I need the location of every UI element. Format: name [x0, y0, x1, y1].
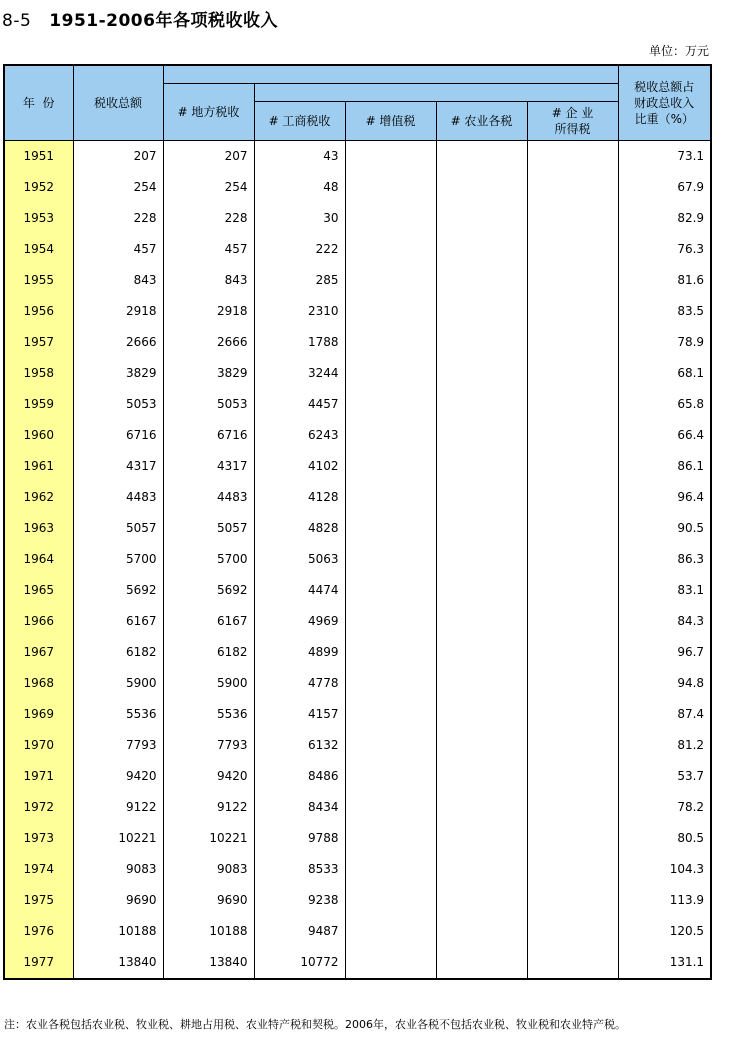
- corp-cell: [527, 234, 618, 265]
- business-cell: 8434: [254, 792, 345, 823]
- total-cell: 5053: [73, 389, 163, 420]
- total-cell: 10221: [73, 823, 163, 854]
- business-cell: 5063: [254, 544, 345, 575]
- corp-cell: [527, 730, 618, 761]
- agri-cell: [436, 947, 527, 979]
- agri-cell: [436, 327, 527, 358]
- vat-cell: [345, 265, 436, 296]
- year-cell: 1956: [4, 296, 73, 327]
- vat-cell: [345, 761, 436, 792]
- vat-cell: [345, 482, 436, 513]
- corp-cell: [527, 947, 618, 979]
- ratio-cell: 53.7: [618, 761, 711, 792]
- vat-cell: [345, 420, 436, 451]
- agri-cell: [436, 823, 527, 854]
- ratio-cell: 90.5: [618, 513, 711, 544]
- local-cell: 13840: [163, 947, 254, 979]
- total-cell: 254: [73, 172, 163, 203]
- agri-cell: [436, 699, 527, 730]
- total-cell: 7793: [73, 730, 163, 761]
- year-cell: 1966: [4, 606, 73, 637]
- vat-cell: [345, 854, 436, 885]
- vat-cell: [345, 513, 436, 544]
- business-cell: 8486: [254, 761, 345, 792]
- corp-cell: [527, 916, 618, 947]
- business-cell: 6243: [254, 420, 345, 451]
- year-cell: 1968: [4, 668, 73, 699]
- corp-cell: [527, 637, 618, 668]
- agri-cell: [436, 265, 527, 296]
- table-body: [4, 140, 711, 979]
- agri-cell: [436, 606, 527, 637]
- year-cell: 1953: [4, 203, 73, 234]
- header-vat: # 增值税: [345, 101, 436, 140]
- table-row: [4, 358, 711, 389]
- agri-cell: [436, 575, 527, 606]
- table-row: [4, 885, 711, 916]
- agri-cell: [436, 792, 527, 823]
- year-cell: 1967: [4, 637, 73, 668]
- business-cell: 1788: [254, 327, 345, 358]
- ratio-cell: 87.4: [618, 699, 711, 730]
- total-cell: 5692: [73, 575, 163, 606]
- ratio-cell: 80.5: [618, 823, 711, 854]
- unit-label: 单位：万元: [648, 44, 709, 58]
- local-cell: 5053: [163, 389, 254, 420]
- ratio-cell: 104.3: [618, 854, 711, 885]
- page-title: [2, 6, 278, 31]
- vat-cell: [345, 544, 436, 575]
- header-spacer: [163, 65, 618, 83]
- vat-cell: [345, 451, 436, 482]
- ratio-cell: 113.9: [618, 885, 711, 916]
- header-sub-spacer: [254, 83, 618, 101]
- agri-cell: [436, 234, 527, 265]
- table-row: [4, 854, 711, 885]
- business-cell: 9238: [254, 885, 345, 916]
- table-row: [4, 544, 711, 575]
- vat-cell: [345, 916, 436, 947]
- ratio-cell: 96.7: [618, 637, 711, 668]
- total-cell: 5700: [73, 544, 163, 575]
- ratio-cell: 81.6: [618, 265, 711, 296]
- vat-cell: [345, 637, 436, 668]
- agri-cell: [436, 544, 527, 575]
- business-cell: 6132: [254, 730, 345, 761]
- year-cell: 1962: [4, 482, 73, 513]
- year-cell: 1961: [4, 451, 73, 482]
- corp-cell: [527, 823, 618, 854]
- ratio-cell: 78.2: [618, 792, 711, 823]
- agri-cell: [436, 203, 527, 234]
- corp-cell: [527, 172, 618, 203]
- table-row: [4, 296, 711, 327]
- business-cell: 10772: [254, 947, 345, 979]
- ratio-cell: 86.3: [618, 544, 711, 575]
- ratio-cell: 81.2: [618, 730, 711, 761]
- local-cell: 2918: [163, 296, 254, 327]
- business-cell: 4828: [254, 513, 345, 544]
- corp-cell: [527, 513, 618, 544]
- local-cell: 457: [163, 234, 254, 265]
- corp-cell: [527, 792, 618, 823]
- year-cell: 1958: [4, 358, 73, 389]
- corp-cell: [527, 699, 618, 730]
- vat-cell: [345, 730, 436, 761]
- local-cell: 4483: [163, 482, 254, 513]
- local-cell: 9083: [163, 854, 254, 885]
- ratio-cell: 66.4: [618, 420, 711, 451]
- corp-cell: [527, 761, 618, 792]
- year-cell: 1965: [4, 575, 73, 606]
- local-cell: 5900: [163, 668, 254, 699]
- agri-cell: [436, 420, 527, 451]
- vat-cell: [345, 296, 436, 327]
- corp-cell: [527, 203, 618, 234]
- table-row: [4, 172, 711, 203]
- corp-cell: [527, 854, 618, 885]
- vat-cell: [345, 234, 436, 265]
- vat-cell: [345, 947, 436, 979]
- ratio-cell: 82.9: [618, 203, 711, 234]
- table-row: [4, 637, 711, 668]
- agri-cell: [436, 668, 527, 699]
- table-title: 1951-2006年各项税收收入: [49, 11, 278, 31]
- total-cell: 9690: [73, 885, 163, 916]
- ratio-cell: 94.8: [618, 668, 711, 699]
- total-cell: 457: [73, 234, 163, 265]
- year-cell: 1974: [4, 854, 73, 885]
- business-cell: 4457: [254, 389, 345, 420]
- year-cell: 1957: [4, 327, 73, 358]
- corp-cell: [527, 575, 618, 606]
- total-cell: 13840: [73, 947, 163, 979]
- ratio-cell: 76.3: [618, 234, 711, 265]
- year-cell: 1975: [4, 885, 73, 916]
- year-cell: 1959: [4, 389, 73, 420]
- table-row: [4, 575, 711, 606]
- agri-cell: [436, 761, 527, 792]
- local-cell: 5692: [163, 575, 254, 606]
- business-cell: 43: [254, 140, 345, 172]
- vat-cell: [345, 575, 436, 606]
- agri-cell: [436, 172, 527, 203]
- ratio-cell: 68.1: [618, 358, 711, 389]
- year-cell: 1972: [4, 792, 73, 823]
- year-cell: 1952: [4, 172, 73, 203]
- business-cell: 4157: [254, 699, 345, 730]
- ratio-cell: 86.1: [618, 451, 711, 482]
- year-cell: 1955: [4, 265, 73, 296]
- year-cell: 1954: [4, 234, 73, 265]
- local-cell: 9690: [163, 885, 254, 916]
- total-cell: 6167: [73, 606, 163, 637]
- local-cell: 5536: [163, 699, 254, 730]
- total-cell: 843: [73, 265, 163, 296]
- header-business-tax: # 工商税收: [254, 101, 345, 140]
- business-cell: 4899: [254, 637, 345, 668]
- total-cell: 6716: [73, 420, 163, 451]
- ratio-cell: 73.1: [618, 140, 711, 172]
- business-cell: 8533: [254, 854, 345, 885]
- corp-cell: [527, 544, 618, 575]
- table-row: [4, 761, 711, 792]
- corp-cell: [527, 451, 618, 482]
- ratio-cell: 65.8: [618, 389, 711, 420]
- year-cell: 1964: [4, 544, 73, 575]
- ratio-cell: 83.5: [618, 296, 711, 327]
- total-cell: 4317: [73, 451, 163, 482]
- year-cell: 1969: [4, 699, 73, 730]
- agri-cell: [436, 916, 527, 947]
- total-cell: 9420: [73, 761, 163, 792]
- total-cell: 228: [73, 203, 163, 234]
- year-cell: 1951: [4, 140, 73, 172]
- table-row: [4, 482, 711, 513]
- vat-cell: [345, 823, 436, 854]
- ratio-cell: 120.5: [618, 916, 711, 947]
- business-cell: 4102: [254, 451, 345, 482]
- agri-cell: [436, 730, 527, 761]
- corp-cell: [527, 482, 618, 513]
- header-ratio: 税收总额占 财政总收入 比重（%）: [618, 65, 711, 140]
- business-cell: 4969: [254, 606, 345, 637]
- table-row: [4, 792, 711, 823]
- table-number: 8-5: [2, 11, 32, 31]
- local-cell: 5700: [163, 544, 254, 575]
- vat-cell: [345, 327, 436, 358]
- table-row: [4, 234, 711, 265]
- local-cell: 228: [163, 203, 254, 234]
- year-cell: 1971: [4, 761, 73, 792]
- business-cell: 222: [254, 234, 345, 265]
- local-cell: 207: [163, 140, 254, 172]
- vat-cell: [345, 668, 436, 699]
- header-total-tax: 税收总额: [73, 65, 163, 140]
- agri-cell: [436, 296, 527, 327]
- local-cell: 10188: [163, 916, 254, 947]
- total-cell: 6182: [73, 637, 163, 668]
- table-row: [4, 420, 711, 451]
- business-cell: 4128: [254, 482, 345, 513]
- corp-cell: [527, 420, 618, 451]
- corp-cell: [527, 389, 618, 420]
- ratio-cell: 131.1: [618, 947, 711, 979]
- local-cell: 4317: [163, 451, 254, 482]
- table-row: [4, 947, 711, 979]
- agri-cell: [436, 451, 527, 482]
- business-cell: 30: [254, 203, 345, 234]
- table-row: [4, 140, 711, 172]
- vat-cell: [345, 172, 436, 203]
- total-cell: 9122: [73, 792, 163, 823]
- corp-cell: [527, 885, 618, 916]
- corp-cell: [527, 668, 618, 699]
- ratio-cell: 83.1: [618, 575, 711, 606]
- agri-cell: [436, 140, 527, 172]
- total-cell: 207: [73, 140, 163, 172]
- year-cell: 1970: [4, 730, 73, 761]
- year-cell: 1960: [4, 420, 73, 451]
- total-cell: 2918: [73, 296, 163, 327]
- total-cell: 9083: [73, 854, 163, 885]
- table-row: [4, 668, 711, 699]
- table-row: [4, 389, 711, 420]
- header-local-tax: # 地方税收: [163, 83, 254, 140]
- agri-cell: [436, 389, 527, 420]
- local-cell: 254: [163, 172, 254, 203]
- vat-cell: [345, 699, 436, 730]
- vat-cell: [345, 885, 436, 916]
- local-cell: 9420: [163, 761, 254, 792]
- agri-cell: [436, 854, 527, 885]
- business-cell: 9487: [254, 916, 345, 947]
- year-cell: 1977: [4, 947, 73, 979]
- agri-cell: [436, 885, 527, 916]
- header-year: 年 份: [4, 65, 73, 140]
- vat-cell: [345, 606, 436, 637]
- corp-cell: [527, 327, 618, 358]
- business-cell: 9788: [254, 823, 345, 854]
- local-cell: 7793: [163, 730, 254, 761]
- local-cell: 2666: [163, 327, 254, 358]
- table-row: [4, 451, 711, 482]
- vat-cell: [345, 203, 436, 234]
- header-agri-tax: # 农业各税: [436, 101, 527, 140]
- agri-cell: [436, 513, 527, 544]
- total-cell: 3829: [73, 358, 163, 389]
- vat-cell: [345, 358, 436, 389]
- agri-cell: [436, 358, 527, 389]
- local-cell: 843: [163, 265, 254, 296]
- table-row: [4, 730, 711, 761]
- total-cell: 2666: [73, 327, 163, 358]
- local-cell: 6716: [163, 420, 254, 451]
- year-cell: 1963: [4, 513, 73, 544]
- local-cell: 10221: [163, 823, 254, 854]
- table-header: [4, 65, 711, 140]
- total-cell: 5057: [73, 513, 163, 544]
- table-row: [4, 823, 711, 854]
- table-row: [4, 916, 711, 947]
- local-cell: 9122: [163, 792, 254, 823]
- ratio-cell: 78.9: [618, 327, 711, 358]
- footnote: 注：农业各税包括农业税、牧业税、耕地占用税、农业特产税和契税。2006年，农业各税不包括农业税、牧业税和农业特产税。: [4, 1018, 626, 1031]
- business-cell: 285: [254, 265, 345, 296]
- total-cell: 10188: [73, 916, 163, 947]
- table-row: [4, 699, 711, 730]
- business-cell: 48: [254, 172, 345, 203]
- business-cell: 4474: [254, 575, 345, 606]
- vat-cell: [345, 792, 436, 823]
- vat-cell: [345, 389, 436, 420]
- vat-cell: [345, 140, 436, 172]
- agri-cell: [436, 637, 527, 668]
- local-cell: 5057: [163, 513, 254, 544]
- table-row: [4, 265, 711, 296]
- local-cell: 6167: [163, 606, 254, 637]
- business-cell: 3244: [254, 358, 345, 389]
- business-cell: 4778: [254, 668, 345, 699]
- local-cell: 3829: [163, 358, 254, 389]
- tax-revenue-table: [3, 64, 712, 980]
- ratio-cell: 84.3: [618, 606, 711, 637]
- year-cell: 1973: [4, 823, 73, 854]
- total-cell: 4483: [73, 482, 163, 513]
- table-row: [4, 513, 711, 544]
- corp-cell: [527, 296, 618, 327]
- table-row: [4, 203, 711, 234]
- table-row: [4, 606, 711, 637]
- year-cell: 1976: [4, 916, 73, 947]
- local-cell: 6182: [163, 637, 254, 668]
- header-corp-tax: # 企 业 所得税: [527, 101, 618, 140]
- ratio-cell: 67.9: [618, 172, 711, 203]
- corp-cell: [527, 265, 618, 296]
- table-row: [4, 327, 711, 358]
- corp-cell: [527, 358, 618, 389]
- corp-cell: [527, 140, 618, 172]
- total-cell: 5900: [73, 668, 163, 699]
- total-cell: 5536: [73, 699, 163, 730]
- agri-cell: [436, 482, 527, 513]
- ratio-cell: 96.4: [618, 482, 711, 513]
- corp-cell: [527, 606, 618, 637]
- business-cell: 2310: [254, 296, 345, 327]
